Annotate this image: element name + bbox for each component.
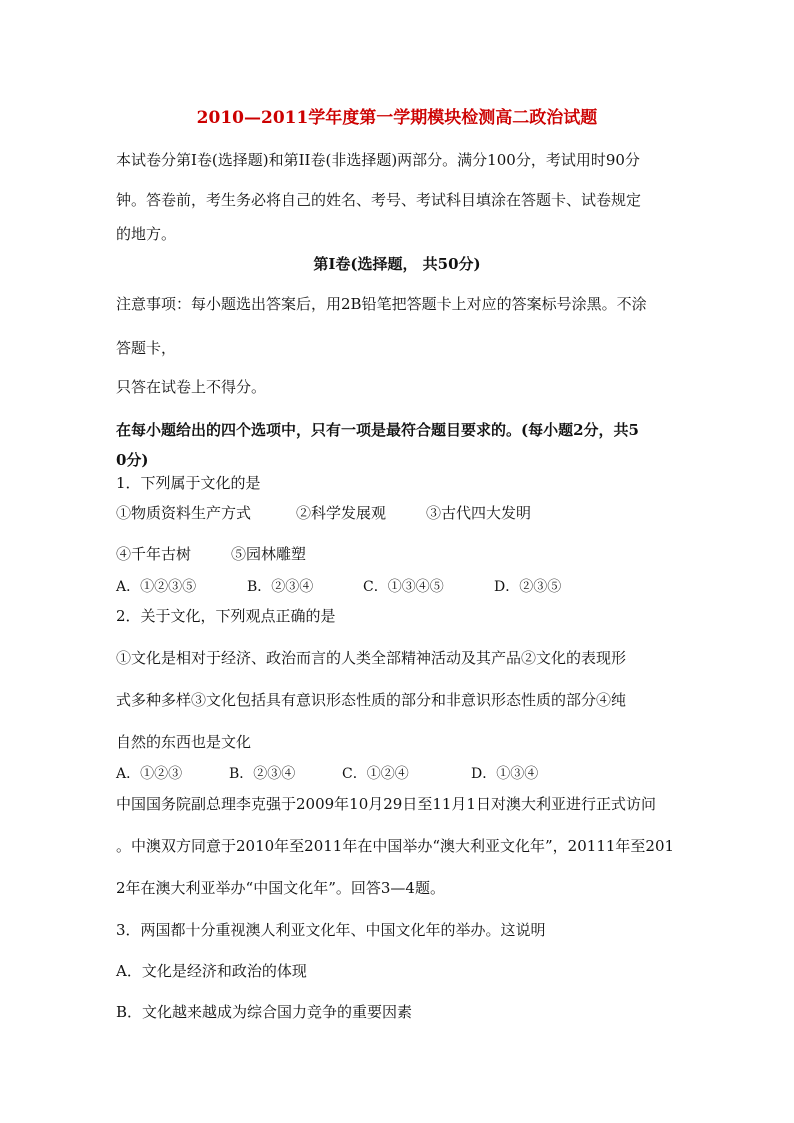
section-heading: 第I卷(选择题， 共50分) bbox=[313, 255, 481, 273]
instruction-line-2: 0分) bbox=[116, 451, 149, 469]
question-2-body-2: 式多种多样③文化包括具有意识形态性质的部分和非意识形态性质的部分④纯 bbox=[116, 691, 627, 709]
q1-item-1: ①物质资料生产方式 bbox=[116, 504, 252, 522]
question-3-stem: 3．两国都十分重视澳人利亚文化年、中国文化年的举办。这说明 bbox=[116, 921, 546, 939]
q3-choice-b: B．文化越来越成为综合国力竞争的重要因素 bbox=[116, 1003, 413, 1021]
q1-item-4: ④千年古树 bbox=[116, 545, 192, 563]
instruction-line-1: 在每小题给出的四个选项中，只有一项是最符合题目要求的。(每小题2分，共5 bbox=[116, 421, 639, 439]
exam-title: 2010—2011学年度第一学期模块检测高二政治试题 bbox=[196, 108, 598, 128]
intro-line-2: 钟。答卷前，考生务必将自己的姓名、考号、考试科目填涂在答题卡、试卷规定 bbox=[116, 191, 642, 209]
question-2-body-1: ①文化是相对于经济、政治而言的人类全部精神活动及其产品②文化的表现形 bbox=[116, 649, 627, 667]
q2-choice-a: A．①②③ bbox=[116, 766, 183, 782]
q3-choice-a: A．文化是经济和政治的体现 bbox=[116, 962, 307, 980]
question-2-stem: 2．关于文化，下列观点正确的是 bbox=[116, 607, 336, 625]
notice-line-2: 答题卡， bbox=[116, 339, 177, 357]
material-line-2: 。中澳双方同意于2010年至2011年在中国举办“澳大利亚文化年”，20111年至201 bbox=[116, 837, 675, 855]
q1-item-5: ⑤园林雕塑 bbox=[231, 545, 307, 563]
notice-line-1: 注意事项：每小题选出答案后，用2B铅笔把答题卡上对应的答案标号涂黑。不涂 bbox=[116, 295, 647, 313]
q1-item-3: ③古代四大发明 bbox=[426, 504, 532, 522]
intro-line-1: 本试卷分第I卷(选择题)和第II卷(非选择题)两部分。满分100分，考试用时90分 bbox=[116, 151, 640, 169]
notice-line-3: 只答在试卷上不得分。 bbox=[116, 378, 267, 396]
q1-choice-d: D．②③⑤ bbox=[494, 579, 562, 595]
material-line-1: 中国国务院副总理李克强于2009年10月29日至11月1日对澳大利亚进行正式访问 bbox=[116, 795, 656, 813]
question-1-stem: 1．下列属于文化的是 bbox=[116, 474, 261, 492]
q1-choice-a: A．①②③⑤ bbox=[116, 579, 197, 595]
q2-choice-c: C．①②④ bbox=[342, 766, 409, 782]
q1-item-2: ②科学发展观 bbox=[296, 504, 387, 522]
q1-choice-b: B．②③④ bbox=[247, 579, 314, 595]
q1-choice-c: C．①③④⑤ bbox=[363, 579, 444, 595]
question-2-body-3: 自然的东西也是文化 bbox=[116, 733, 252, 751]
q2-choice-b: B．②③④ bbox=[229, 766, 296, 782]
material-line-3: 2年在澳大利亚举办“中国文化年”。回答3—4题。 bbox=[116, 879, 445, 897]
intro-line-3: 的地方。 bbox=[116, 225, 177, 243]
q2-choice-d: D．①③④ bbox=[471, 766, 539, 782]
